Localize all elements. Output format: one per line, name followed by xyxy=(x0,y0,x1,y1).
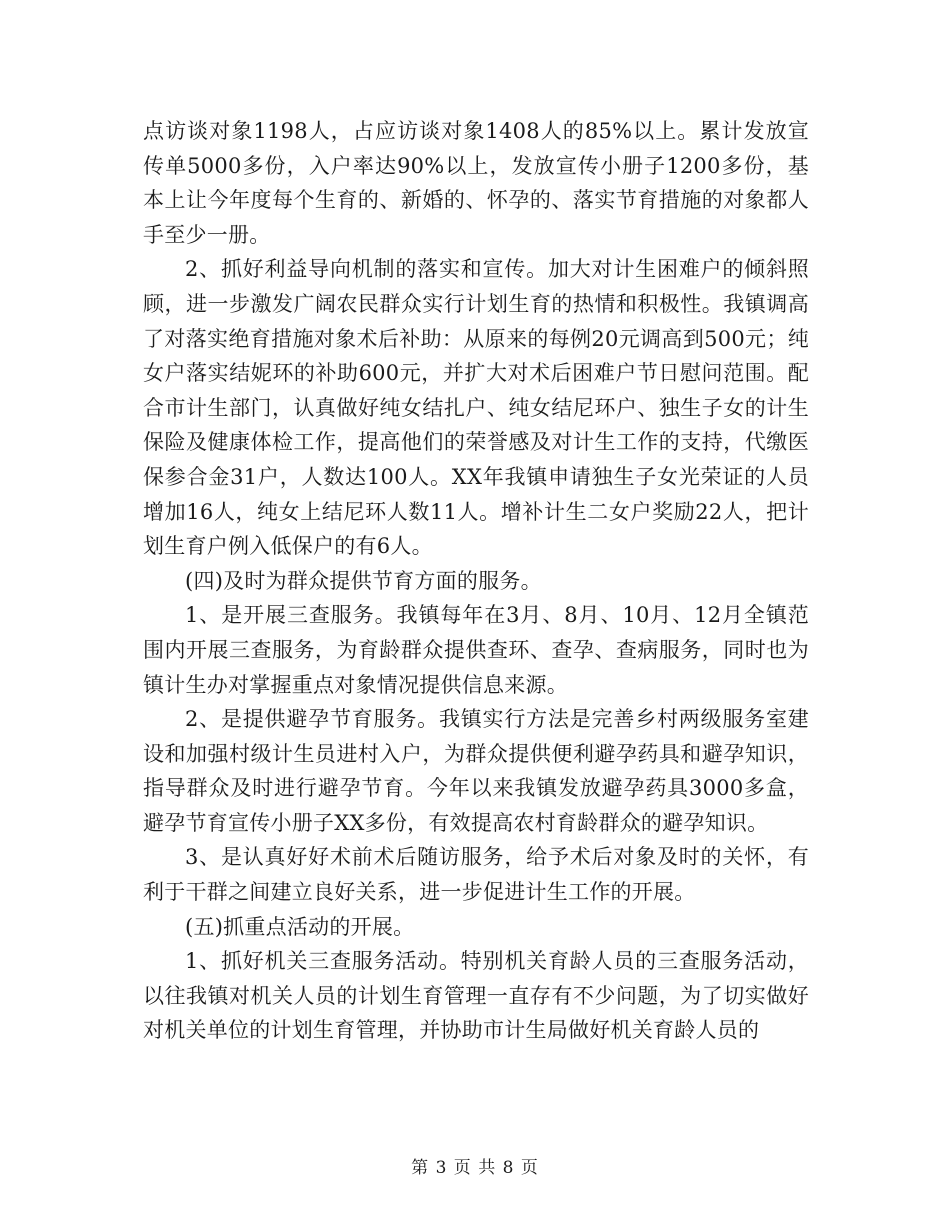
paragraph-8: 1、抓好机关三查服务活动。特别机关育龄人员的三查服务活动，以往我镇对机关人员的计划生育管理一直存有不少问题，为了切实做好对机关单位的计划生育管理，并协助市计生局做好机关育龄人员的 xyxy=(143,949,809,1043)
paragraph-4: 1、是开展三查服务。我镇每年在3月、8月、10月、12月全镇范围内开展三查服务，为育龄群众提供查环、查孕、查病服务，同时也为镇计生办对掌握重点对象情况提供信息来源。 xyxy=(143,603,809,697)
paragraph-5: 2、是提供避孕节育服务。我镇实行方法是完善乡村两级服务室建设和加强村级计生员进村入户，为群众提供便利避孕药具和避孕知识，指导群众及时进行避孕节育。今年以来我镇发放避孕药具3000多盒，避孕节育宣传小册子XX多份，有效提高农村育龄群众的避孕知识。 xyxy=(143,707,809,835)
document-body xyxy=(143,114,809,1048)
paragraph-1: 点访谈对象1198人，占应访谈对象1408人的85%以上。累计发放宣传单5000多份，入户率达90%以上，发放宣传小册子1200多份，基本上让今年度每个生育的、新婚的、怀孕的、落实节育措施的对象都人手至少一册。 xyxy=(143,119,809,247)
paragraph-6: 3、是认真好好术前术后随访服务，给予术后对象及时的关怀，有利于干群之间建立良好关系，进一步促进计生工作的开展。 xyxy=(143,845,809,905)
section-heading-4: (四)及时为群众提供节育方面的服务。 xyxy=(185,568,542,593)
paragraph-2: 2、抓好利益导向机制的落实和宣传。加大对计生困难户的倾斜照顾，进一步激发广阔农民群众实行计划生育的热情和积极性。我镇调高了对落实绝育措施对象术后补助：从原来的每例20元调高到500元；纯女户落实结妮环的补助600元，并扩大对术后困难户节日慰问范围。配合市计生部门，认真做好纯女结扎户、纯女结尼环户、独生子女的计生保险及健康体检工作，提高他们的荣誉感及对计生工作的支持，代缴医保参合金31户，人数达100人。XX年我镇申请独生子女光荣证的人员增加16人，纯女上结尼环人数11人。增补计生二女户奖励22人，把计划生育户例入低保户的有6人。 xyxy=(143,257,809,559)
page-number-footer: 第 3 页 共 8 页 xyxy=(411,1158,539,1178)
section-heading-5: (五)抓重点活动的开展。 xyxy=(185,914,415,939)
